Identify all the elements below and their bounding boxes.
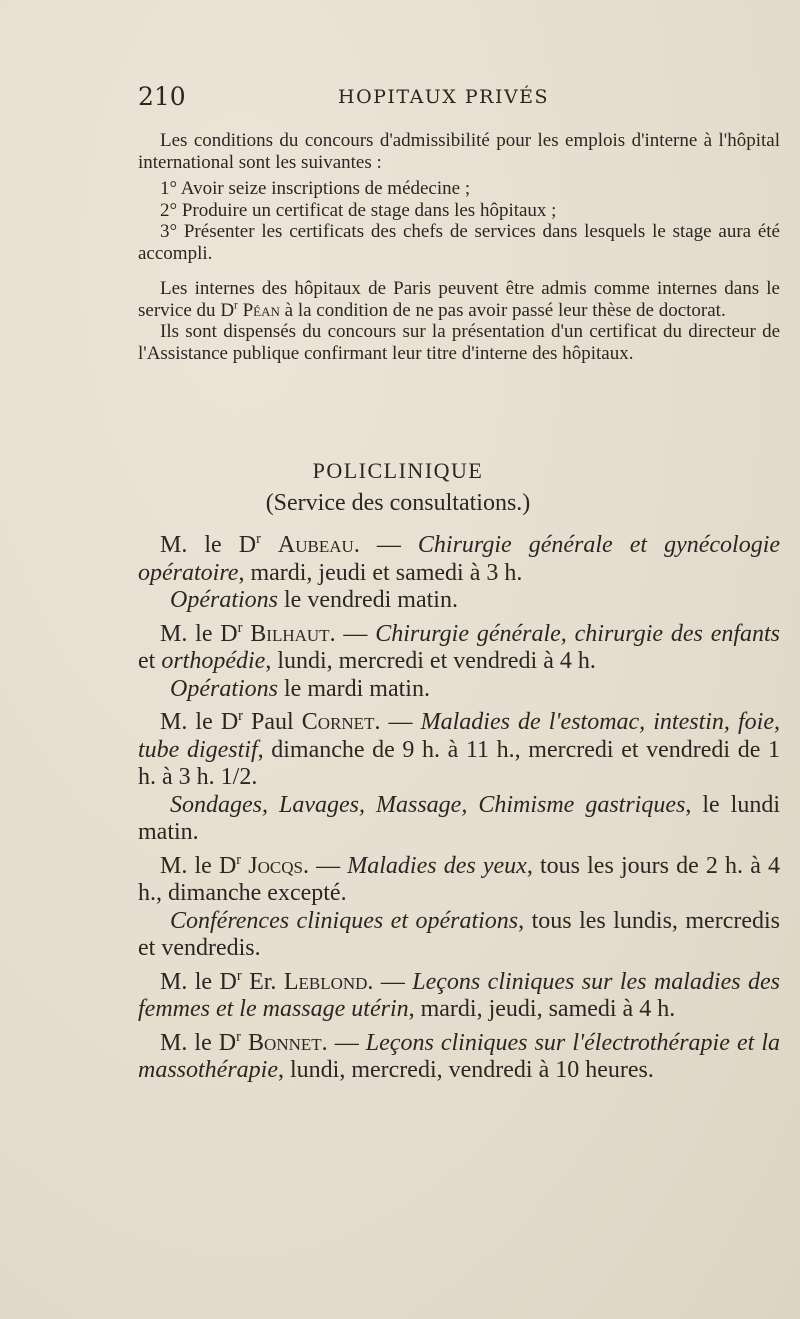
- entry-cornet: [138, 709, 780, 847]
- condition-3: 3° Présenter les certificats des chefs de services dans lesquels le stage aura été accompli.: [138, 221, 780, 264]
- entry-bonnet: [138, 1030, 780, 1085]
- specialty: Maladies des yeux: [347, 852, 527, 879]
- doctor-name: Aubeau: [277, 532, 354, 558]
- doctor-name: Jocqs: [248, 852, 303, 879]
- running-head: HOPITAUX PRIVÉS: [338, 86, 550, 108]
- interns-paragraph-2: Ils sont dispensés du concours sur la présentation d'un certificat du directeur de l'Assistance publique confirmant leur titre d'interne des hôpitaux.: [138, 321, 780, 364]
- entry-operations: Opérations le mardi matin.: [170, 675, 430, 702]
- entry-text: M. le $D^r$ Bilhaut. — Chirurgie générale, chirurgie des enfants et orthopédie, lundi, mercredi et vendredi à 4 h.: [138, 619, 781, 674]
- page-number: 210: [138, 82, 186, 111]
- section-title: POLICLINIQUE: [312, 458, 484, 483]
- entry-bilhaut: [138, 621, 780, 704]
- section-subtitle: (Service des consultations.): [265, 490, 531, 516]
- entry-operations: Sondages, Lavages, Massage, Chimisme gastriques, le lundi matin.: [138, 791, 780, 845]
- specialty: Leçons cliniques sur les maladies des femmes et le massage utérin: [138, 968, 781, 1022]
- entry-leblond: [138, 969, 780, 1024]
- specialty: Chirurgie générale et gynécologie opératoire: [138, 532, 781, 586]
- doctor-name: Bonnet: [248, 1029, 322, 1056]
- entry-operations: Conférences cliniques et opérations, tous les lundis, mercredis et vendredis.: [138, 907, 780, 961]
- entry-text: M. le $D^r$ Jocqs. — Maladies des yeux, tous les jours de 2 h. à 4 h., dimanche excepté.: [138, 851, 781, 906]
- specialty: Maladies de l'estomac, intestin, foie, tube digestif: [138, 709, 780, 763]
- condition-2: 2° Produire un certificat de stage dans les hôpitaux ;: [160, 199, 557, 221]
- entry-operations: Opérations le vendredi matin.: [170, 587, 458, 613]
- entry-jocqs: [138, 853, 780, 963]
- doctor-name: Bilhaut: [250, 620, 330, 647]
- specialty: Chirurgie générale, chirurgie des enfants: [375, 620, 781, 647]
- interns-paragraph-1: Les internes des hôpitaux de Paris peuvent être admis comme internes dans le service du $D^r$ Péan à la condition de ne pas avoir passé leur thèse de doctorat.: [138, 278, 780, 321]
- doctor-name: Leblond: [283, 968, 368, 995]
- page-header: [138, 82, 778, 122]
- intro-block: [138, 130, 780, 364]
- entry-text: M. le $D^r$ Paul Cornet. — Maladies de l'estomac, intestin, foie, tube digestif, dimanche de 9 h. à 11 h., mercredi et vendredi de 1 h. à 3 h. 1/2.: [138, 708, 781, 790]
- intro-paragraph: Les conditions du concours d'admissibilité pour les emplois d'interne à l'hôpital international sont les suivantes :: [138, 130, 780, 173]
- entry-aubeau: [138, 532, 780, 615]
- condition-1: 1° Avoir seize inscriptions de médecine ;: [160, 178, 471, 199]
- consultation-list: [138, 532, 780, 1091]
- entry-text: M. le $D^r$ Aubeau. — Chirurgie générale et gynécologie opératoire, mardi, jeudi et samedi à 3 h.: [138, 531, 781, 586]
- doctor-name: Cornet: [301, 709, 375, 735]
- specialty: Leçons cliniques sur l'électrothérapie et la massothérapie: [138, 1029, 781, 1083]
- entry-text: M. le $D^r$ Bonnet. — Leçons cliniques sur l'électrothérapie et la massothérapie, lundi, mercredi, vendredi à 10 heures.: [138, 1028, 781, 1083]
- entry-text: M. le $D^r$ Er. Leblond. — Leçons cliniques sur les maladies des femmes et le massage utérin, mardi, jeudi, samedi à 4 h.: [138, 967, 781, 1022]
